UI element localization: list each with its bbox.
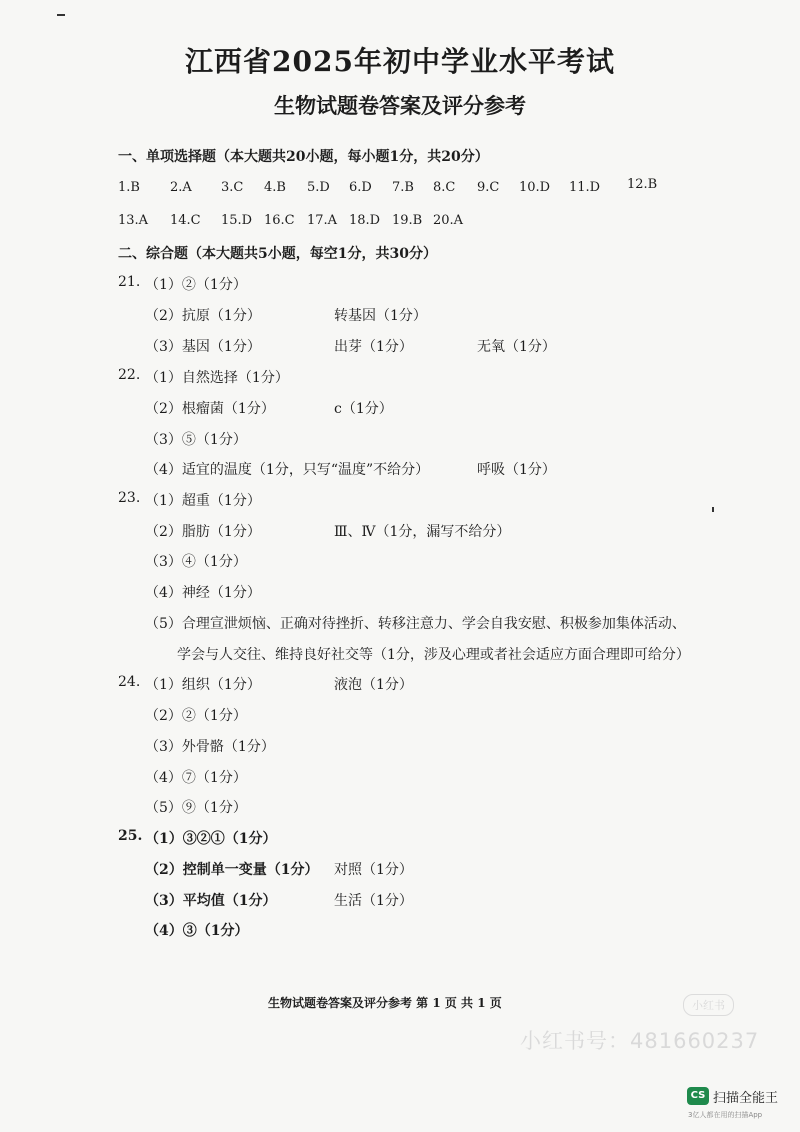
answer-item: c（1分） xyxy=(334,401,393,417)
mc-answer: 10.D xyxy=(519,180,551,195)
answer-item: 液泡（1分） xyxy=(334,677,413,693)
answer-item: 无氧（1分） xyxy=(477,339,556,355)
section2-heading: 二、综合题（本大题共5小题，每空1分，共30分） xyxy=(118,246,437,262)
mc-answer: 2.A xyxy=(170,180,192,195)
mc-answer: 17.A xyxy=(307,213,338,228)
mc-answer: 13.A xyxy=(118,213,149,228)
answer-item: （2）控制单一变量（1分） xyxy=(145,862,319,878)
answer-item: Ⅲ、Ⅳ（1分，漏写不给分） xyxy=(334,524,511,540)
answer-item: （1）③②①（1分） xyxy=(145,831,277,847)
mc-answer: 1.B xyxy=(118,180,140,195)
mc-answer: 20.A xyxy=(433,213,464,228)
answer-item: 出芽（1分） xyxy=(334,339,413,355)
answer-item: 生活（1分） xyxy=(334,893,413,909)
answer-item: 呼吸（1分） xyxy=(477,462,556,478)
answer-item: （3）基因（1分） xyxy=(145,339,261,355)
mc-answer: 15.D xyxy=(221,213,253,228)
watermark-badge: 小红书 xyxy=(683,994,734,1016)
answer-item: （2）根瘤菌（1分） xyxy=(145,401,275,417)
mc-answer: 6.D xyxy=(349,180,372,195)
scan-speck xyxy=(712,507,714,512)
answer-item: 对照（1分） xyxy=(334,862,413,878)
camscanner-tagline: 3亿人都在用的扫描App xyxy=(688,1111,763,1119)
mc-answer: 5.D xyxy=(307,180,330,195)
page-title: 江西省2025年初中学业水平考试 xyxy=(185,45,615,78)
answer-item: （2）②（1分） xyxy=(145,708,247,724)
section1-heading: 一、单项选择题（本大题共20小题，每小题1分，共20分） xyxy=(118,149,489,165)
question-number: 25. xyxy=(118,828,143,844)
scan-mark xyxy=(57,14,65,16)
answer-item: （1）自然选择（1分） xyxy=(145,370,289,386)
answer-item: （1）组织（1分） xyxy=(145,677,261,693)
question-number: 23. xyxy=(118,490,141,506)
mc-answer: 11.D xyxy=(569,180,601,195)
mc-answer: 3.C xyxy=(221,180,244,195)
answer-item: （5）合理宣泄烦恼、正确对待挫折、转移注意力、学会自我安慰、积极参加集体活动、 xyxy=(145,616,686,632)
answer-item: （4）神经（1分） xyxy=(145,585,261,601)
answer-item: （1）超重（1分） xyxy=(145,493,261,509)
answer-item: （2）脂肪（1分） xyxy=(145,524,261,540)
answer-item: 转基因（1分） xyxy=(334,308,427,324)
answer-item: （3）⑤（1分） xyxy=(145,432,247,448)
answer-item: （4）③（1分） xyxy=(145,923,249,939)
page-subtitle: 生物试题卷答案及评分参考 xyxy=(274,93,526,118)
answer-item: （3）外骨骼（1分） xyxy=(145,739,275,755)
mc-answer: 14.C xyxy=(170,213,201,228)
mc-answer: 16.C xyxy=(264,213,295,228)
mc-answer: 18.D xyxy=(349,213,381,228)
camscanner-logo-icon: CS xyxy=(687,1087,709,1105)
question-number: 24. xyxy=(118,674,141,690)
answer-item: （1）②（1分） xyxy=(145,277,247,293)
answer-item: （5）⑨（1分） xyxy=(145,800,247,816)
mc-answer: 4.B xyxy=(264,180,286,195)
answer-item: （3）平均值（1分） xyxy=(145,893,277,909)
question-number: 21. xyxy=(118,274,141,290)
mc-answer: 7.B xyxy=(392,180,414,195)
answer-item: 学会与人交往、维持良好社交等（1分，涉及心理或者社会适应方面合理即可给分） xyxy=(177,647,690,663)
answer-item: （2）抗原（1分） xyxy=(145,308,261,324)
mc-answer: 12.B xyxy=(627,177,658,192)
mc-answer: 8.C xyxy=(433,180,456,195)
answer-item: （4）⑦（1分） xyxy=(145,770,247,786)
answer-item: （3）④（1分） xyxy=(145,554,247,570)
page-footer: 生物试题卷答案及评分参考 第 1 页 共 1 页 xyxy=(268,996,502,1010)
camscanner-name: 扫描全能王 xyxy=(713,1091,779,1106)
mc-answer: 9.C xyxy=(477,180,500,195)
mc-answer: 19.B xyxy=(392,213,423,228)
question-number: 22. xyxy=(118,367,141,383)
watermark-id: 小红书号：481660237 xyxy=(520,1029,760,1053)
answer-item: （4）适宜的温度（1分，只写“温度”不给分） xyxy=(145,462,430,478)
